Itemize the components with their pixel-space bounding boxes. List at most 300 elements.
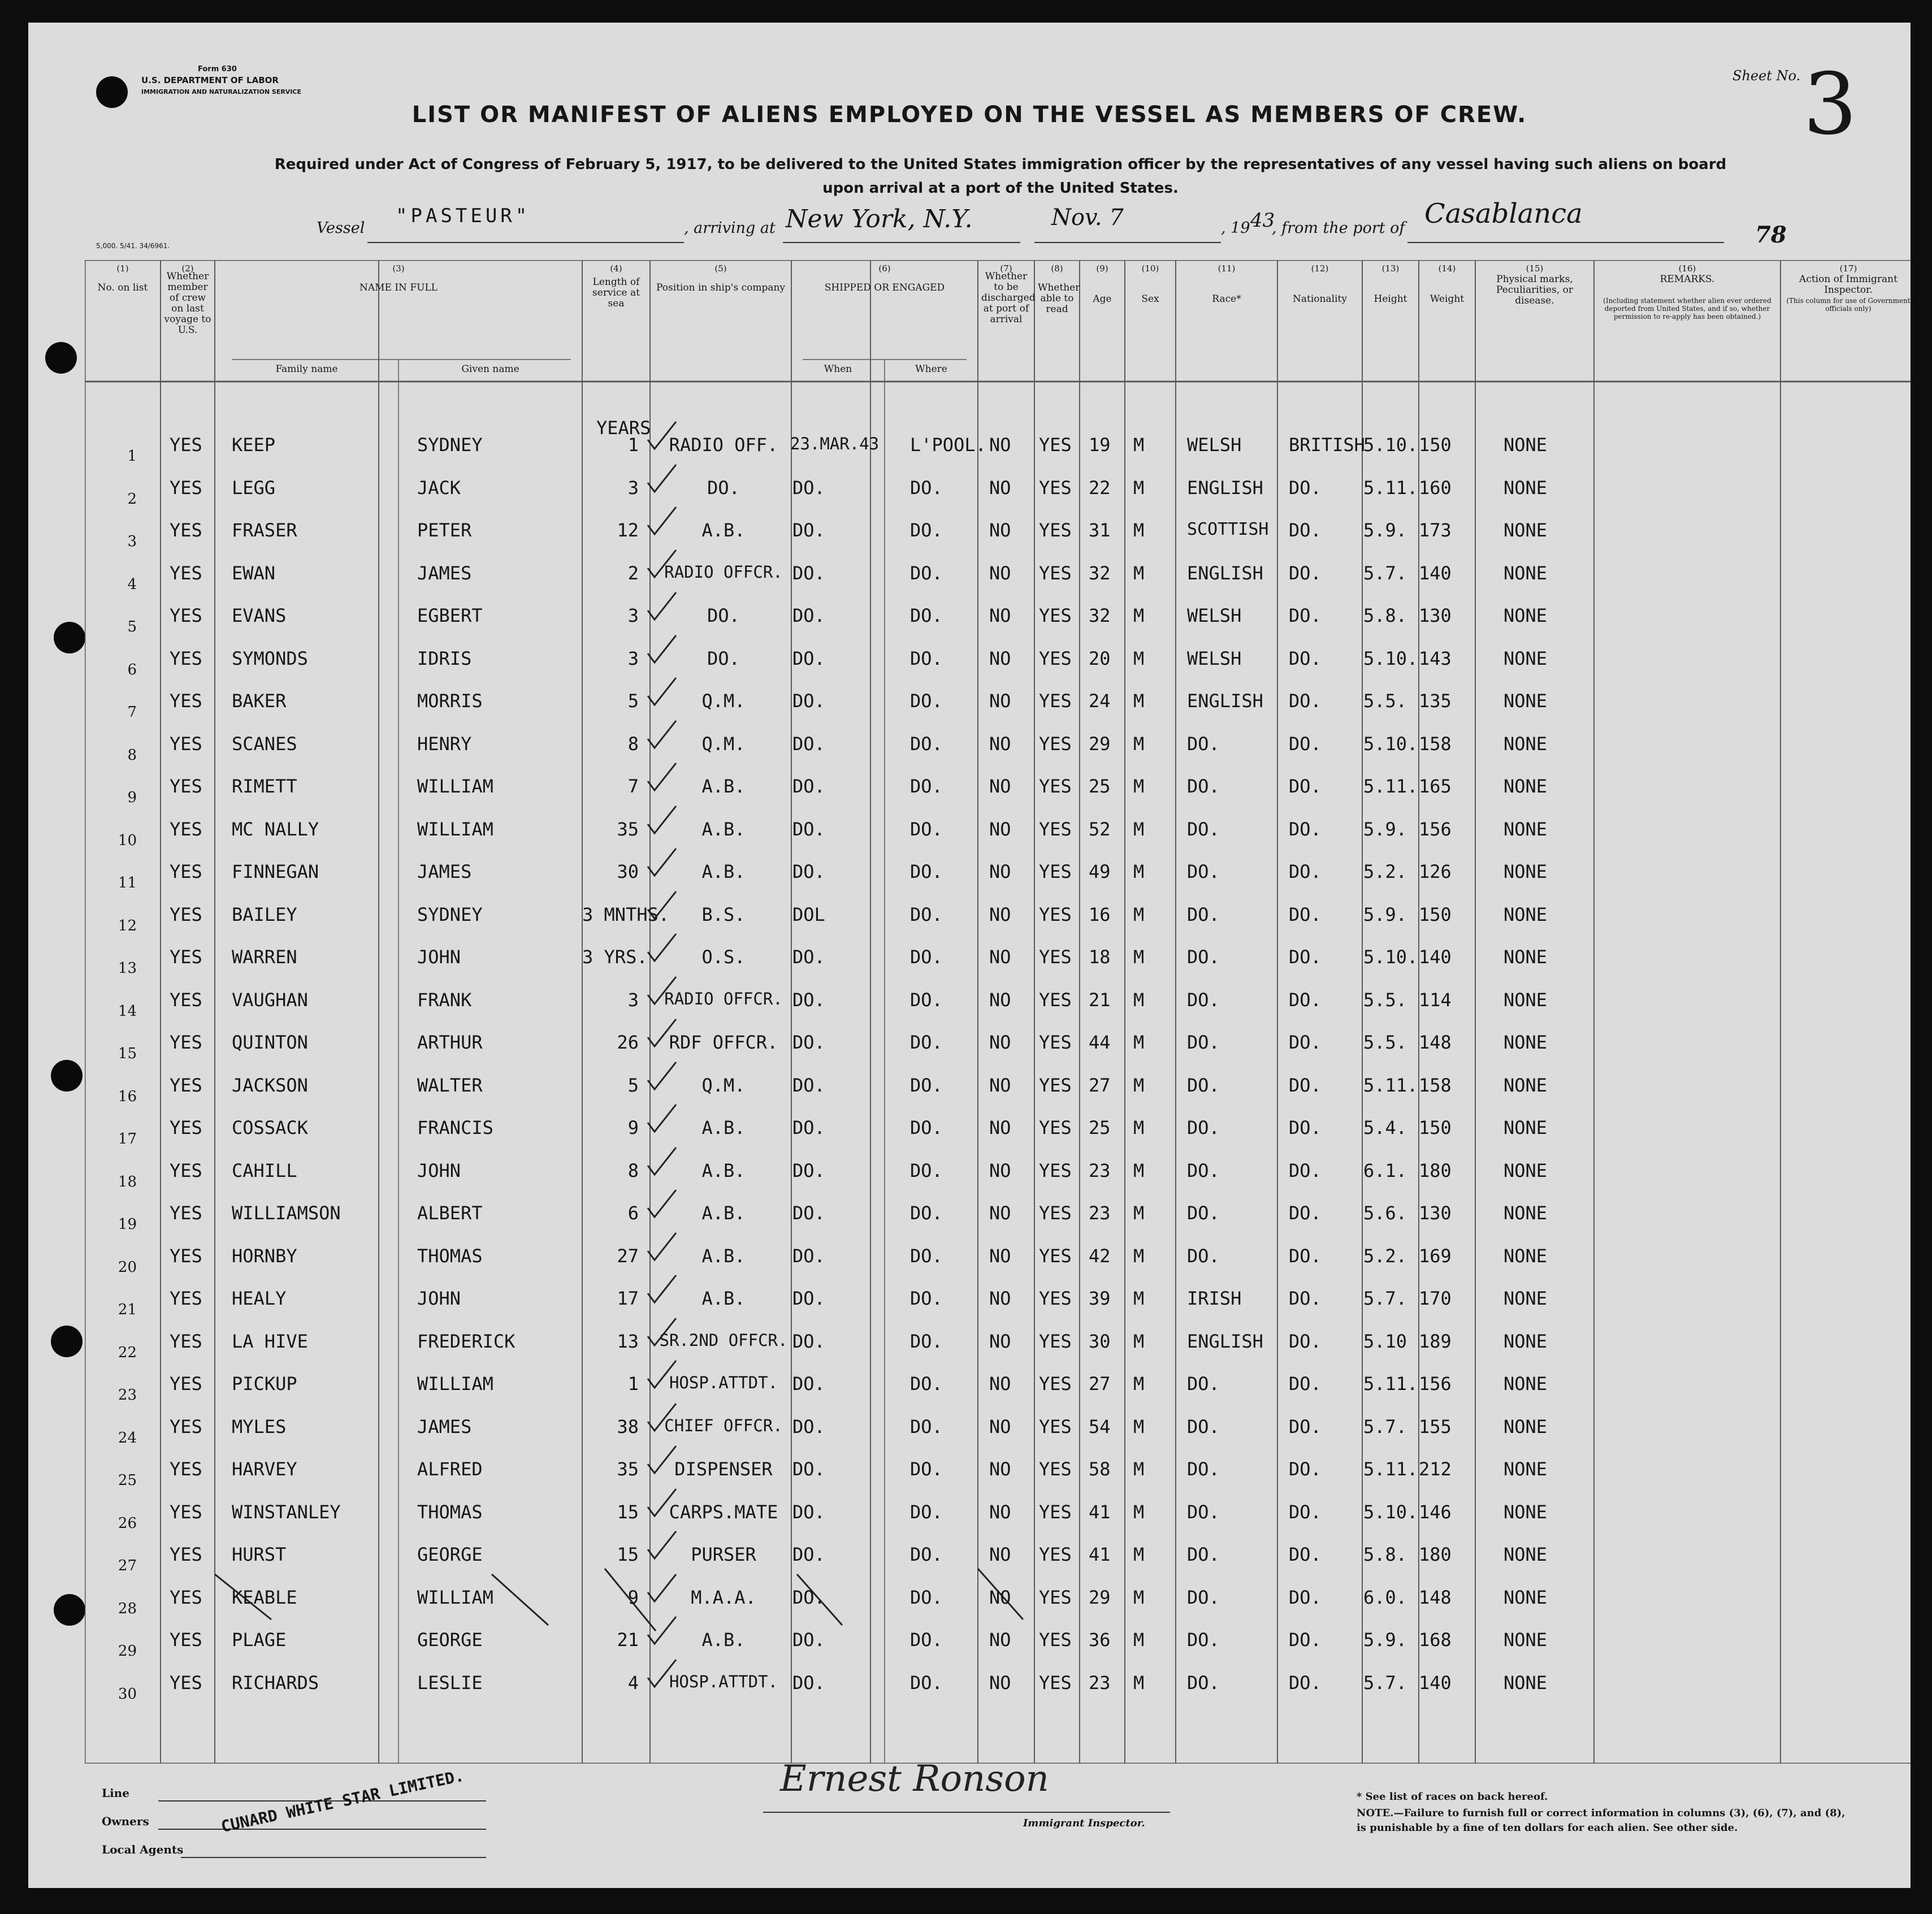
service-length: 9: [627, 1117, 639, 1138]
physical-marks: NONE: [1504, 605, 1548, 626]
race: IRISH: [1187, 1288, 1242, 1309]
crew-last-voyage: YES: [170, 1032, 202, 1053]
sheet-label: Sheet No.: [1732, 68, 1801, 84]
position: RADIO OFFCR.: [664, 562, 783, 582]
crew-last-voyage: YES: [170, 1330, 202, 1352]
able-to-read: YES: [1039, 434, 1072, 456]
given-name: WILLIAM: [417, 818, 493, 840]
sex: M: [1133, 1671, 1145, 1694]
service-length: 2: [627, 562, 639, 584]
shipped-where: DO.: [910, 477, 943, 499]
shipped-when: DO.: [792, 477, 825, 499]
column-subheader: Where: [915, 363, 947, 375]
service-length: 4: [627, 1671, 639, 1694]
shipped-where: DO.: [910, 1671, 943, 1694]
position: A.B.: [701, 1117, 746, 1138]
crew-last-voyage: YES: [170, 1586, 202, 1608]
family-name: WARREN: [232, 946, 297, 968]
age: 16: [1089, 903, 1111, 925]
age: 22: [1089, 477, 1111, 499]
able-to-read: YES: [1039, 1074, 1072, 1096]
column-note: (This column for use of Government officials only): [1786, 297, 1911, 313]
physical-marks: NONE: [1504, 1415, 1548, 1437]
discharge: NO: [989, 1245, 1011, 1267]
nationality: DO.: [1289, 733, 1322, 755]
position: A.B.: [701, 861, 746, 882]
service-length: 3: [627, 647, 639, 669]
service-length: 5: [627, 690, 639, 712]
sex: M: [1133, 1373, 1145, 1395]
age: 30: [1089, 1330, 1111, 1352]
weight: 143: [1419, 647, 1452, 669]
table-row: [85, 1497, 1911, 1540]
check-mark-icon: [644, 1487, 679, 1522]
nationality: DO.: [1289, 1586, 1322, 1608]
table-row: [85, 1283, 1911, 1326]
race: DO.: [1187, 818, 1220, 840]
check-mark-icon: [644, 419, 679, 454]
position: CARPS.MATE: [669, 1501, 778, 1523]
check-mark-icon: [644, 1657, 679, 1692]
row-number: 15: [118, 1045, 137, 1062]
inspector-signature: Ernest Ronson: [780, 1758, 1049, 1800]
row-number: 13: [118, 960, 137, 977]
column-header: Whether able to read: [1038, 282, 1080, 315]
column-note: (Including statement whether alien ever ordered deported from United States, and if so, whether permission to re-apply has been obtained.): [1603, 297, 1771, 321]
discharge: NO: [989, 1074, 1011, 1096]
family-name: HARVEY: [232, 1458, 297, 1480]
race: ENGLISH: [1187, 562, 1263, 584]
position: M.A.A.: [691, 1586, 756, 1608]
service-length: 1: [627, 1373, 639, 1395]
nationality: DO.: [1289, 946, 1322, 968]
crew-last-voyage: YES: [170, 903, 202, 925]
family-name: BAILEY: [232, 903, 297, 925]
age: 32: [1089, 605, 1111, 626]
row-number: 22: [118, 1344, 137, 1361]
position: CHIEF OFFCR.: [664, 1415, 783, 1435]
position: DO.: [707, 605, 740, 626]
weight: 189: [1419, 1330, 1452, 1352]
physical-marks: NONE: [1504, 1671, 1548, 1694]
check-mark-icon: [644, 1316, 679, 1351]
departure-port: Casablanca: [1424, 198, 1583, 229]
position: A.B.: [701, 1629, 746, 1651]
weight: 150: [1419, 1117, 1452, 1138]
sex: M: [1133, 1330, 1145, 1352]
shipped-where: DO.: [910, 1074, 943, 1096]
physical-marks: NONE: [1504, 903, 1548, 925]
nationality: DO.: [1289, 1074, 1322, 1096]
able-to-read: YES: [1039, 1245, 1072, 1267]
discharge: NO: [989, 1629, 1011, 1651]
column-number: (5): [714, 263, 727, 274]
nationality: DO.: [1289, 1032, 1322, 1053]
check-mark-icon: [644, 804, 679, 839]
years-label: YEARS: [596, 417, 651, 439]
crew-table: [85, 260, 1911, 1764]
table-row: [85, 1369, 1911, 1411]
discharge: NO: [989, 605, 1011, 626]
physical-marks: NONE: [1504, 1458, 1548, 1480]
shipped-when: DO.: [792, 1074, 825, 1096]
discharge: NO: [989, 1032, 1011, 1053]
discharge: NO: [989, 1288, 1011, 1309]
from-port-label: , from the port of: [1272, 219, 1405, 237]
given-name: JAMES: [417, 562, 472, 584]
column-number: (4): [610, 263, 622, 274]
shipped-where: DO.: [910, 861, 943, 882]
weight: 180: [1419, 1159, 1452, 1181]
discharge: NO: [989, 946, 1011, 968]
service-length: 7: [627, 776, 639, 797]
height: 5.10: [1363, 1330, 1407, 1352]
weight: 126: [1419, 861, 1452, 882]
family-name: SCANES: [232, 733, 297, 755]
crew-last-voyage: YES: [170, 1544, 202, 1565]
service-length: 26: [617, 1032, 639, 1053]
shipped-when: DO.: [792, 562, 825, 584]
sex: M: [1133, 1074, 1145, 1096]
position: DISPENSER: [674, 1458, 773, 1480]
age: 52: [1089, 818, 1111, 840]
given-name: PETER: [417, 519, 472, 541]
height: 5.11.: [1363, 477, 1418, 499]
height: 5.9.: [1363, 818, 1407, 840]
nationality: DO.: [1289, 690, 1322, 712]
given-name: JOHN: [417, 1288, 461, 1309]
check-mark-icon: [644, 462, 679, 497]
vessel-label: Vessel: [317, 219, 365, 237]
physical-marks: NONE: [1504, 733, 1548, 755]
race: DO.: [1187, 1373, 1220, 1395]
height: 5.11.: [1363, 1074, 1418, 1096]
able-to-read: YES: [1039, 1159, 1072, 1181]
nationality: DO.: [1289, 1415, 1322, 1437]
height: 5.10.: [1363, 647, 1418, 669]
crew-last-voyage: YES: [170, 946, 202, 968]
crew-last-voyage: YES: [170, 1415, 202, 1437]
height: 5.8.: [1363, 605, 1407, 626]
height: 6.0.: [1363, 1586, 1407, 1608]
position: HOSP.ATTDT.: [669, 1671, 778, 1691]
height: 5.7.: [1363, 562, 1407, 584]
physical-marks: NONE: [1504, 989, 1548, 1011]
family-name: BAKER: [232, 690, 287, 712]
check-mark-icon: [644, 1102, 679, 1137]
column-number: (9): [1096, 263, 1108, 274]
able-to-read: YES: [1039, 1671, 1072, 1694]
table-row: [85, 1539, 1911, 1582]
crew-last-voyage: YES: [170, 1373, 202, 1395]
family-name: LEGG: [232, 477, 276, 499]
check-mark-icon: [644, 1145, 679, 1180]
physical-marks: NONE: [1504, 1501, 1548, 1523]
physical-marks: NONE: [1504, 1074, 1548, 1096]
table-row: [85, 1411, 1911, 1454]
shipped-when: DO.: [792, 1202, 825, 1224]
position: PURSER: [691, 1544, 756, 1565]
discharge: NO: [989, 1501, 1011, 1523]
line-label: Line: [102, 1786, 129, 1800]
shipped-when: DO.: [792, 1373, 825, 1395]
physical-marks: NONE: [1504, 1117, 1548, 1138]
shipped-when: DO.: [792, 1671, 825, 1694]
sex: M: [1133, 818, 1145, 840]
family-name: MC NALLY: [232, 818, 319, 840]
table-row: [85, 600, 1911, 643]
row-number: 9: [127, 789, 137, 806]
table-row: [85, 856, 1911, 899]
crew-last-voyage: YES: [170, 861, 202, 882]
service-length: 1: [627, 434, 639, 456]
shipped-where: DO.: [910, 519, 943, 541]
given-name: JAMES: [417, 861, 472, 882]
row-number: 20: [118, 1258, 137, 1276]
table-row: [85, 1027, 1911, 1070]
column-number: (8): [1051, 263, 1063, 274]
crew-last-voyage: YES: [170, 605, 202, 626]
arriving-port: New York, N.Y.: [786, 205, 973, 233]
race: DO.: [1187, 1074, 1220, 1096]
able-to-read: YES: [1039, 733, 1072, 755]
page-title: LIST OR MANIFEST OF ALIENS EMPLOYED ON THE VESSEL AS MEMBERS OF CREW.: [411, 102, 1527, 128]
column-header: Height: [1374, 293, 1407, 305]
physical-marks: NONE: [1504, 1330, 1548, 1352]
service-length: 6: [627, 1202, 639, 1224]
column-subheader: When: [824, 363, 852, 375]
crew-last-voyage: YES: [170, 1074, 202, 1096]
age: 41: [1089, 1544, 1111, 1565]
check-mark-icon: [644, 1358, 679, 1393]
given-name: WILLIAM: [417, 1586, 493, 1608]
discharge: NO: [989, 1458, 1011, 1480]
shipped-where: DO.: [910, 1032, 943, 1053]
sex: M: [1133, 1458, 1145, 1480]
row-number: 14: [118, 1002, 137, 1020]
family-name: PLAGE: [232, 1629, 287, 1651]
height: 5.5.: [1363, 1032, 1407, 1053]
column-subheader: Given name: [461, 363, 519, 375]
physical-marks: NONE: [1504, 861, 1548, 882]
able-to-read: YES: [1039, 1288, 1072, 1309]
row-number: 17: [118, 1131, 137, 1147]
able-to-read: YES: [1039, 776, 1072, 797]
service-length: 8: [627, 1159, 639, 1181]
height: 5.2.: [1363, 861, 1407, 882]
column-header: Nationality: [1293, 293, 1347, 305]
shipped-when: DO.: [792, 733, 825, 755]
position: Q.M.: [701, 690, 746, 712]
nationality: DO.: [1289, 647, 1322, 669]
weight: 158: [1419, 1074, 1452, 1096]
nationality: DO.: [1289, 989, 1322, 1011]
weight: 150: [1419, 903, 1452, 925]
column-number: (3): [392, 263, 405, 274]
service-length: 35: [617, 1458, 639, 1480]
sex: M: [1133, 989, 1145, 1011]
sex: M: [1133, 1117, 1145, 1138]
crew-last-voyage: YES: [170, 1501, 202, 1523]
height: 5.7.: [1363, 1671, 1407, 1694]
shipped-when: DO.: [792, 605, 825, 626]
given-name: FRANK: [417, 989, 472, 1011]
race: DO.: [1187, 1458, 1220, 1480]
discharge: NO: [989, 1671, 1011, 1694]
table-row: [85, 1155, 1911, 1198]
crew-last-voyage: YES: [170, 1458, 202, 1480]
check-mark-icon: [644, 1401, 679, 1436]
shipped-when: DO.: [792, 1117, 825, 1138]
table-row: [85, 1625, 1911, 1668]
weight: 169: [1419, 1245, 1452, 1267]
sex: M: [1133, 861, 1145, 882]
shipped-when: DO.: [792, 1245, 825, 1267]
able-to-read: YES: [1039, 946, 1072, 968]
column-number: (10): [1141, 263, 1159, 274]
discharge: NO: [989, 861, 1011, 882]
table-row: [85, 1070, 1911, 1113]
height: 5.6.: [1363, 1202, 1407, 1224]
discharge: NO: [989, 690, 1011, 712]
weight: 156: [1419, 818, 1452, 840]
position: A.B.: [701, 1202, 746, 1224]
nationality: DO.: [1289, 818, 1322, 840]
position: HOSP.ATTDT.: [669, 1373, 778, 1392]
position: O.S.: [701, 946, 746, 968]
service-length: 30: [617, 861, 639, 882]
table-row: [85, 771, 1911, 814]
shipped-where: DO.: [910, 647, 943, 669]
sex: M: [1133, 1032, 1145, 1053]
weight: 140: [1419, 946, 1452, 968]
given-name: ALFRED: [417, 1458, 483, 1480]
row-number: 25: [118, 1472, 137, 1489]
service-length: 8: [627, 733, 639, 755]
owners-label: Owners: [102, 1815, 149, 1828]
nationality: DO.: [1289, 1501, 1322, 1523]
race: ENGLISH: [1187, 1330, 1263, 1352]
age: 54: [1089, 1415, 1111, 1437]
column-header: Race*: [1212, 293, 1241, 305]
discharge: NO: [989, 519, 1011, 541]
check-mark-icon: [644, 633, 679, 668]
sex: M: [1133, 434, 1145, 456]
nationality: DO.: [1289, 1671, 1322, 1694]
column-number: (1): [116, 263, 129, 274]
physical-marks: NONE: [1504, 1245, 1548, 1267]
column-number: (14): [1438, 263, 1456, 274]
height: 5.10.: [1363, 946, 1418, 968]
able-to-read: YES: [1039, 519, 1072, 541]
given-name: HENRY: [417, 733, 472, 755]
physical-marks: NONE: [1504, 1373, 1548, 1395]
shipped-when: DO.: [792, 1544, 825, 1565]
height: 5.10.: [1363, 733, 1418, 755]
row-number: 28: [118, 1600, 137, 1617]
table-row: [85, 985, 1911, 1028]
shipped-when: DO.: [792, 818, 825, 840]
service-length: 15: [617, 1544, 639, 1565]
physical-marks: NONE: [1504, 1544, 1548, 1565]
age: 25: [1089, 1117, 1111, 1138]
weight: 146: [1419, 1501, 1452, 1523]
row-number: 7: [127, 704, 137, 721]
crew-last-voyage: YES: [170, 818, 202, 840]
position: RDF OFFCR.: [669, 1032, 778, 1053]
table-row: [85, 1582, 1911, 1625]
binder-hole: [54, 1594, 85, 1626]
family-name: FINNEGAN: [232, 861, 319, 882]
column-header: SHIPPED OR ENGAGED: [824, 282, 945, 293]
nationality: DO.: [1289, 477, 1322, 499]
row-number: 5: [127, 618, 137, 635]
shipped-where: DO.: [910, 1629, 943, 1651]
service-name: IMMIGRATION AND NATURALIZATION SERVICE: [141, 88, 302, 96]
physical-marks: NONE: [1504, 690, 1548, 712]
discharge: NO: [989, 733, 1011, 755]
able-to-read: YES: [1039, 1373, 1072, 1395]
weight: 140: [1419, 1671, 1452, 1694]
service-length: 13: [617, 1330, 639, 1352]
shipped-where: DO.: [910, 562, 943, 584]
check-mark-icon: [644, 932, 679, 967]
able-to-read: YES: [1039, 1501, 1072, 1523]
sex: M: [1133, 1245, 1145, 1267]
check-mark-icon: [644, 1529, 679, 1564]
arriving-label: , arriving at: [684, 219, 776, 237]
age: 58: [1089, 1458, 1111, 1480]
able-to-read: YES: [1039, 861, 1072, 882]
weight: 130: [1419, 1202, 1452, 1224]
age: 27: [1089, 1373, 1111, 1395]
position: RADIO OFF.: [669, 434, 778, 456]
race: DO.: [1187, 1671, 1220, 1694]
shipped-where: DO.: [910, 989, 943, 1011]
nationality: DO.: [1289, 1330, 1322, 1352]
column-subheader: Family name: [275, 363, 338, 375]
position: A.B.: [701, 1245, 746, 1267]
sex: M: [1133, 562, 1145, 584]
shipped-when: DO.: [792, 1586, 825, 1608]
age: 36: [1089, 1629, 1111, 1651]
able-to-read: YES: [1039, 647, 1072, 669]
family-name: HEALY: [232, 1288, 287, 1309]
shipped-when: DO.: [792, 989, 825, 1011]
inspector-label: Immigrant Inspector.: [1023, 1817, 1145, 1829]
shipped-when: DO.: [792, 690, 825, 712]
race: DO.: [1187, 1032, 1220, 1053]
sex: M: [1133, 1288, 1145, 1309]
row-number: 19: [118, 1216, 137, 1233]
sex: M: [1133, 903, 1145, 925]
physical-marks: NONE: [1504, 776, 1548, 797]
shipped-where: DO.: [910, 1458, 943, 1480]
sex: M: [1133, 1629, 1145, 1651]
arrival-year: 43: [1250, 209, 1275, 232]
given-name: WILLIAM: [417, 1373, 493, 1395]
height: 5.9.: [1363, 1629, 1407, 1651]
height: 5.7.: [1363, 1288, 1407, 1309]
column-number: (12): [1311, 263, 1329, 274]
form-number: Form 630: [198, 65, 237, 73]
shipped-when: 23.MAR.43: [790, 434, 880, 453]
sex: M: [1133, 1202, 1145, 1224]
shipped-when: DO.: [792, 1288, 825, 1309]
nationality: BRITISH: [1289, 434, 1365, 456]
row-number: 24: [118, 1429, 137, 1447]
weight: 170: [1419, 1288, 1452, 1309]
